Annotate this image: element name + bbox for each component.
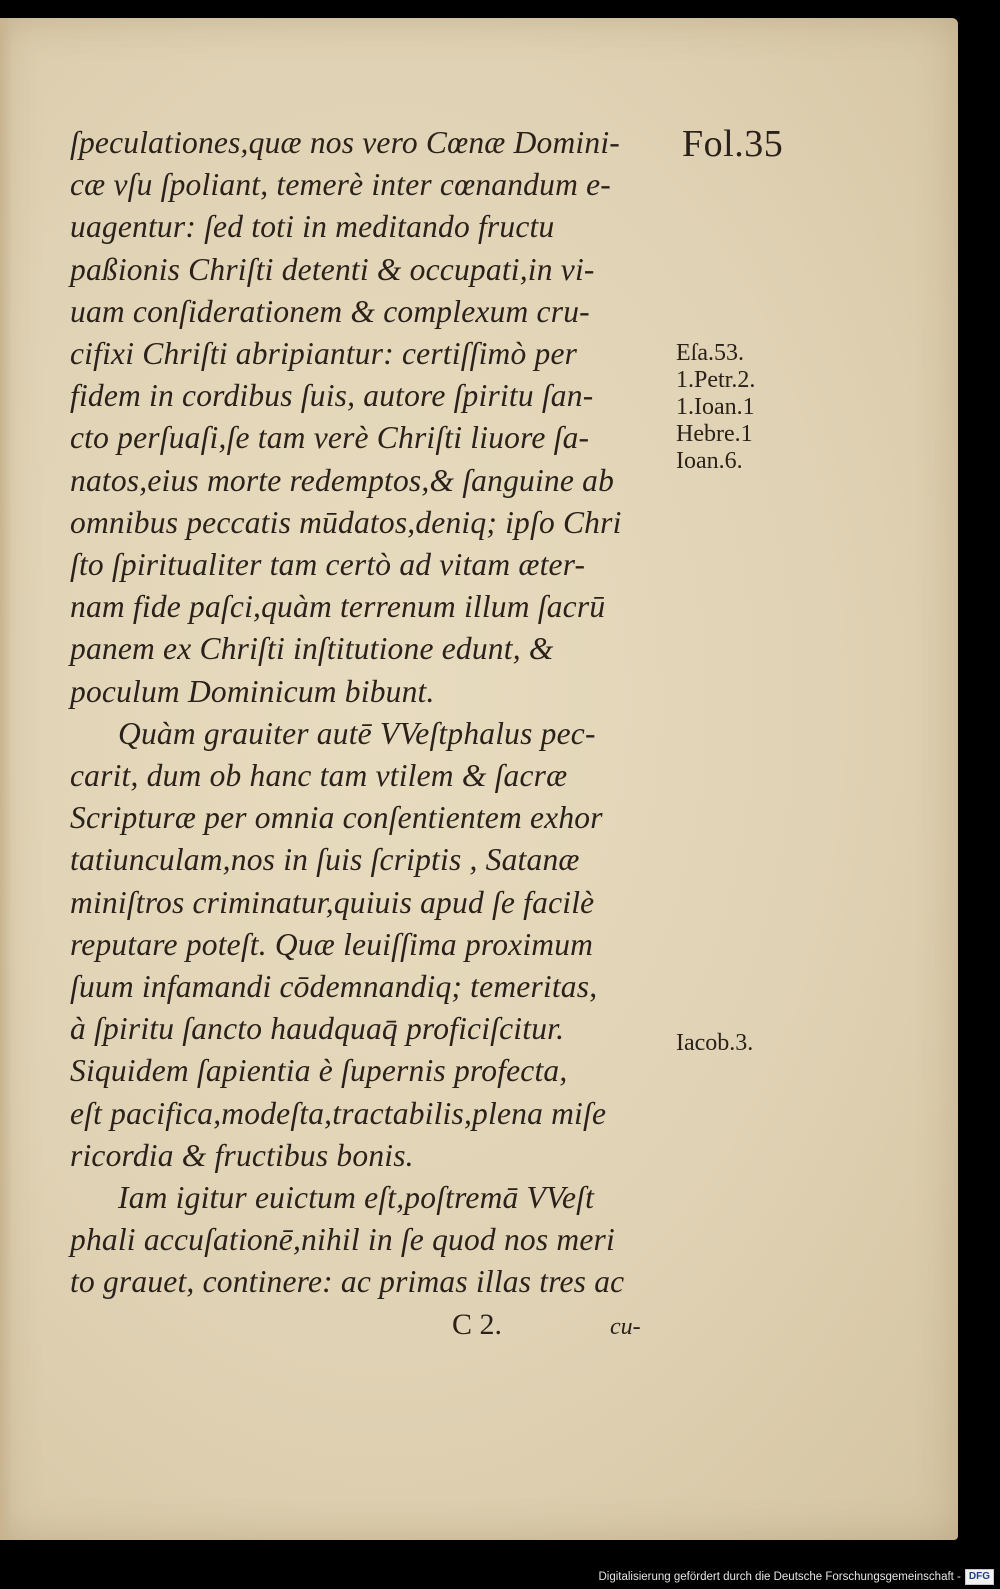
funding-footer (598, 1567, 994, 1587)
text-line: ſto ſpiritualiter tam certò ad vitam æter- (70, 547, 586, 583)
margin-note: 1.Petr.2. (676, 367, 756, 393)
text-line: Quàm grauiter autē VVeſtphalus pec- (118, 715, 596, 751)
folio-number: Fol.35 (682, 123, 784, 165)
text-line: natos,eius morte redemptos,& ſanguine ab (70, 462, 615, 498)
text-line: Scripturæ per omnia conſentientem exhor (70, 800, 603, 836)
text-line: to grauet, continere: ac primas illas tres ac (70, 1264, 625, 1300)
text-line: à ſpiritu ſancto haudquaq̄ proficiſcitur. (70, 1011, 565, 1047)
margin-note: Eſa.53. (676, 340, 744, 366)
text-line: eſt pacifica,modeſta,tractabilis,plena miſe (70, 1095, 607, 1131)
text-line: Siquidem ſapientia è ſupernis profecta, (70, 1053, 568, 1089)
text-line: ricordia & fructibus bonis. (70, 1137, 414, 1173)
body-text (70, 122, 670, 1304)
margin-note: Hebre.1 (676, 421, 753, 447)
text-line: tatiunculam,nos in ſuis ſcriptis , Satanæ (70, 842, 580, 878)
text-line: ſpeculationes,quæ nos vero Cœnæ Domini- (70, 125, 620, 160)
text-line: cæ vſu ſpoliant, temerè inter cœnandum e- (70, 167, 611, 203)
signature-mark: C 2. (452, 1308, 503, 1341)
funding-text: Digitalisierung gefördert durch die Deutsche Forschungsgemeinschaft - (598, 1571, 961, 1583)
text-line: carit, dum ob hanc tam vtilem & ſacræ (70, 758, 568, 794)
text-line: miniſtros criminatur,quiuis apud ſe facilè (70, 884, 595, 920)
text-line: phali accuſationē,nihil in ſe quod nos meri (70, 1222, 615, 1258)
text-line: Iam igitur euictum eſt,poſtremā VVeſt (118, 1180, 595, 1216)
margin-notes (676, 340, 806, 475)
text-line: fidem in cordibus ſuis, autore ſpiritu ſan- (70, 378, 594, 414)
page-gutter-shadow (0, 18, 12, 1540)
text-line: poculum Dominicum bibunt. (70, 673, 435, 709)
text-line: nam fide paſci,quàm terrenum illum ſacrū (70, 589, 606, 625)
catchword: cu- (610, 1314, 641, 1340)
margin-note-iacob: Iacob.3. (676, 1030, 754, 1056)
text-line: uam conſiderationem & complexum cru- (70, 293, 590, 329)
text-line: panem ex Chriſti inſtitutione edunt, & (70, 631, 554, 667)
margin-note: 1.Ioan.1 (676, 394, 755, 420)
text-line: uagentur: ſed toti in meditando fructu (70, 209, 555, 245)
margin-note: Ioan.6. (676, 448, 743, 474)
dfg-logo-icon: DFG (965, 1569, 994, 1585)
text-line: reputare poteſt. Quæ leuiſſima proximum (70, 926, 594, 962)
text-line: ſuum infamandi cōdemnandiq; temeritas, (70, 969, 598, 1005)
text-line: omnibus peccatis mūdatos,deniq; ipſo Chri (70, 504, 622, 540)
text-line: cifixi Chriſti abripiantur: certiſſimò per (70, 336, 578, 372)
text-line: cto perſuaſi,ſe tam verè Chriſti liuore ſa- (70, 420, 590, 456)
text-line: paßionis Chriſti detenti & occupati,in vi- (70, 251, 595, 287)
